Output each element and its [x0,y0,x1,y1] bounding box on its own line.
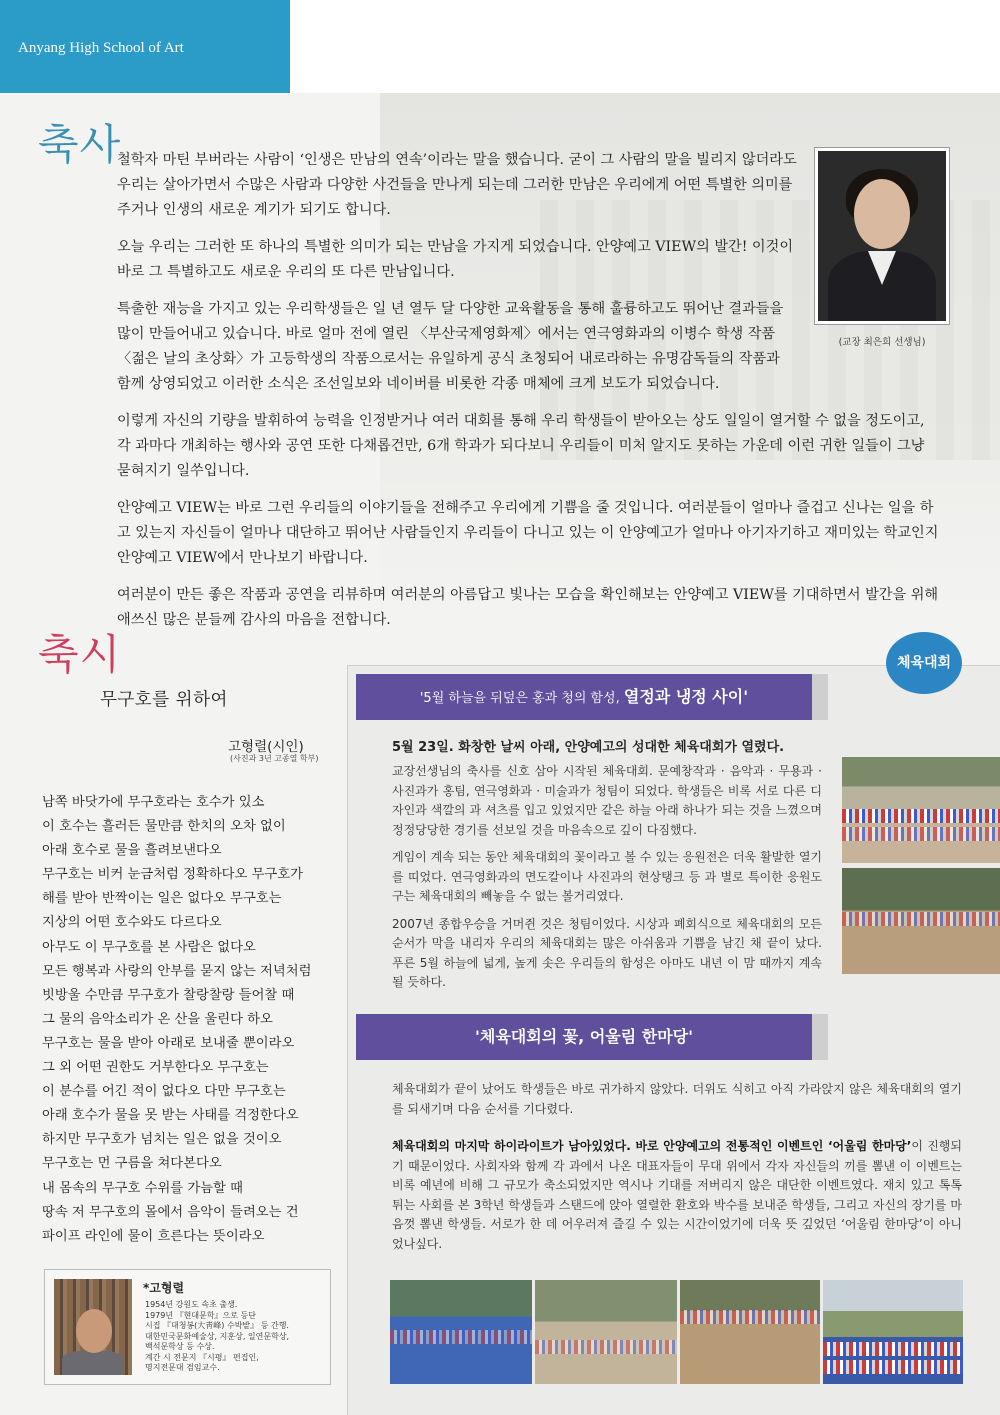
poem-line: 파이프 라인에 물이 흐른다는 뜻이라오 [42,1228,265,1244]
poem-line: 이 분수를 어긴 적이 없다오 다만 무구호는 [42,1084,286,1100]
congrats-paragraph: 오늘 우리는 그러한 또 하나의 특별한 의미가 되는 만남을 가지게 되었습니다. 안양예고 VIEW의 발간! 이것이 바로 그 특별하고도 새로운 우리의 또 다른 만남입니다. [117,239,794,280]
event-photo-dance [390,1280,532,1384]
bio-line: 백석문학상 등 수상. [145,1342,215,1351]
poem-line: 그 물의 음악소리가 온 산을 울린다 하오 [42,1011,273,1027]
sports-badge: 체육대회 [886,632,962,694]
poem-line: 그 외 어떤 권한도 거부한다오 무구호는 [42,1060,269,1076]
portrait-caption: (교장 최은희 선생님) [838,337,926,348]
bio-line: 계간 시 전문지 『시평』 편집인, [145,1352,259,1362]
congrats-paragraph: 여러분이 만든 좋은 작품과 공연을 리뷰하며 여러분의 아름답고 빛나는 모습을 확인해보는 안양예고 VIEW를 기대하면서 발간을 위해 애쓰신 많은 분들께 감사의 마음을 전합니다. [117,587,939,628]
sports-paragraph: 교장선생님의 축사를 신호 삼아 시작된 체육대회. 문예창작과 · 음악과 · 무용과 · 사진과가 홍팀, 연극영화과 · 미술과가 청팀이 되었다. 학생들은 비록 서로 다른 디자인과 색깔의 과 셔츠를 입고 있었지만 같은 하늘 아래 하나가 되는 것을 느꼈으며 정정당당한 경기를 선보일 것을 마음속으로 깊이 다짐했다. [392,764,822,837]
poem-body [42,791,342,1249]
party-paragraph [392,1137,962,1254]
sports-paragraph: 2007년 종합우승을 거머쥔 것은 청팀이었다. 시상과 폐회식으로 체육대회의 모든 순서가 막을 내리자 우리의 체육대회는 많은 아쉬움과 기쁨을 남긴 채 끝이 났다. 푸른 5월 하늘에 넓게, 높게 솟은 우리들의 함성은 아마도 내년 이 맘 때까지 계속 될 듯하다. [392,916,822,989]
poem-line: 땅속 저 무구호의 몰에서 음악이 들려오는 건 [42,1204,299,1220]
poem-line: 남쪽 바닷가에 무구호라는 호수가 있소 [42,795,265,810]
poet-bio [44,1269,331,1385]
event-photo-performers [535,1280,677,1384]
sports-text [392,762,822,1001]
poem-line: 아무도 이 무구호를 본 사람은 없다오 [42,939,256,955]
poem-author-note: (사진과 3년 고종열 학부) [230,754,319,763]
poem-author: 고형렬(시인) [228,739,304,755]
party-paragraph: 체육대회가 끝이 났어도 학생들은 바로 귀가하지 않았다. 더위도 식히고 아직 가라앉지 않은 체육대회의 열기를 되새기며 다음 순서를 기다렸다. [392,1082,962,1116]
principal-portrait [815,148,949,324]
bio-line: 1954년 강원도 속초 출생. [145,1300,238,1309]
poem-line: 모든 행복과 사랑의 안부를 묻지 않는 저녁처럼 [42,963,312,979]
poem-line: 하지만 무구호가 넘치는 일은 없을 것이오 [42,1132,282,1148]
school-name: Anyang High School of Art [18,40,184,56]
poet-bio-lines [145,1300,289,1374]
poem-line: 내 몸속의 무구호 수위를 가늠할 때 [42,1180,243,1196]
event-photo-crowd [823,1280,963,1384]
party-banner: '체육대회의 꽃, 어울림 한마당' [356,1014,812,1060]
party-highlight: 체육대회의 마지막 하이라이트가 남아있었다. 바로 안양예고의 전통적인 이벤트인 ‘어울림 한마당’ [392,1139,912,1153]
poem-line: 해를 받아 반짝이는 일은 없다오 무구호는 [42,891,282,907]
poem-line: 아래 호수가 물을 못 받는 사태를 걱정한다오 [42,1108,299,1124]
sports-photo-race [842,868,1000,974]
poem-line: 무구호는 먼 구름을 쳐다본다오 [42,1156,222,1172]
poem-line: 무구호는 비커 눈금처럼 정확하다오 무구호가 [42,867,303,883]
poet-name: *고형렬 [143,1281,185,1295]
poet-photo [54,1279,132,1375]
poem-line: 이 호수는 흘러든 물만큼 한치의 오차 없이 [42,819,286,835]
congrats-paragraph: 이렇게 자신의 기량을 발휘하여 능력을 인정받거나 여러 대회를 통해 우리 학생들이 받아오는 상도 일일이 열거할 수 없을 정도이고, 각 과마다 개최하는 행사와 공연 또한 다채롭건만, 6개 학과가 되다보니 우리들이 미처 알지도 못하는 가운데 이런 귀한 일들이 그냥 묻혀지기 일쑤입니다. [117,413,925,479]
sports-banner-big: 열정과 냉정 사이' [623,687,749,706]
congrats-paragraph: 철학자 마틴 부버라는 사람이 ‘인생은 만남의 연속’이라는 말을 했습니다. 굳이 그 사람의 말을 빌리지 않더라도 우리는 살아가면서 수많은 사람과 다양한 사건들을 만나게 되는데 그러한 만남은 우리에게 어떤 특별한 의미를 주거나 인생의 새로운 계기가 되기도 합니다. [117,152,797,218]
congrats-paragraph: 안양예고 VIEW는 바로 그런 우리들의 이야기들을 전해주고 우리에게 기쁨을 줄 것입니다. 여러분들이 얼마나 즐겁고 신나는 일을 하고 있는지 자신들이 얼마나 대단하고 뛰어난 사람들인지 우리들이 다니고 있는 이 안양예고가 얼마나 아기자기하고 재미있는 학교인지 안양예고 VIEW에서 만나보기 바랍니다. [117,500,939,566]
poem-title: 무구호를 위하여 [100,690,228,710]
bio-line: 명지전문대 겸임교수. [145,1363,220,1372]
poem-line: 지상의 어떤 호수와도 다르다오 [42,915,222,931]
sports-lead: 5월 23일. 화창한 날씨 아래, 안양예고의 성대한 체육대회가 열렸다. [392,740,785,755]
poem-section-title: 축시 [38,630,122,679]
event-photo-tug-of-war [680,1280,820,1384]
bio-line: 시집 『대청봉(大靑峰) 수박밭』 등 간행. [145,1321,289,1330]
header-accent [0,0,290,93]
congrats-paragraph: 특출한 재능을 가지고 있는 우리학생들은 일 년 열두 달 다양한 교육활동을 통해 훌륭하고도 뛰어난 결과들을 많이 만들어내고 있습니다. 바로 얼마 전에 열린 〈부산국제영화제〉에서는 연극영화과의 이병수 학생 작품 〈젊은 날의 초상화〉가 고등학생의 작품으로서는 유일하게 공식 초청되어 내로라하는 유명감독들의 작품과 함께 상영되었고 이러한 소식은 조선일보와 네이버를 비롯한 각종 매체에 크게 보도가 되었습니다. [117,301,784,392]
poem-line: 아래 호수로 물을 흘려보낸다오 [42,843,222,859]
bio-line: 대한민국문화예술상, 지훈상, 일연문학상, [145,1331,290,1341]
sports-paragraph: 게임이 계속 되는 동안 체육대회의 꽃이라고 볼 수 있는 응원전은 더욱 활발한 열기를 띠었다. 연극영화과의 면도칼이나 사진과의 현상탱크 등 과 별로 특이한 응원도구는 체육대회의 빼놓을 수 없는 볼거리였다. [392,850,822,903]
party-text [392,1080,962,1272]
bio-line: 1979년 『현대문학』으로 등단 [145,1310,256,1320]
poem-line: 무구호는 물을 받아 아래로 보내줄 뿐이라오 [42,1035,295,1051]
congrats-title: 축사 [38,120,122,169]
poem-line: 빗방울 수만큼 무구호가 찰랑찰랑 들어찰 때 [42,987,295,1003]
sports-banner-small: '5월 하늘을 뒤덮은 홍과 청의 함성, [419,691,624,706]
party-rest: 이 진행되기 때문이었다. 사회자와 함께 각 과에서 나온 대표자들이 무대 위에서 각자 자신들의 끼를 뽐낸 이 이벤트는 비록 예년에 비해 그 규모가 축소되었지만 역시나 기대를 저버리지 않은 대단한 이벤트였다. 재치 있고 톡톡 튀는 사회를 본 3학년 학생들과 스탠드에 앉아 열렬한 환호와 박수를 보내준 학생들, 그리고 자신의 장기를 마음껏 뽐낸 학생들. 서로가 한 데 어우러져 즐길 수 있는 시간이었기에 더욱 뜻 깊었던 ‘어울림 한마당’이 아니었나싶다. [392,1139,962,1251]
sports-banner [356,674,812,720]
sports-photo-field [842,757,1000,863]
